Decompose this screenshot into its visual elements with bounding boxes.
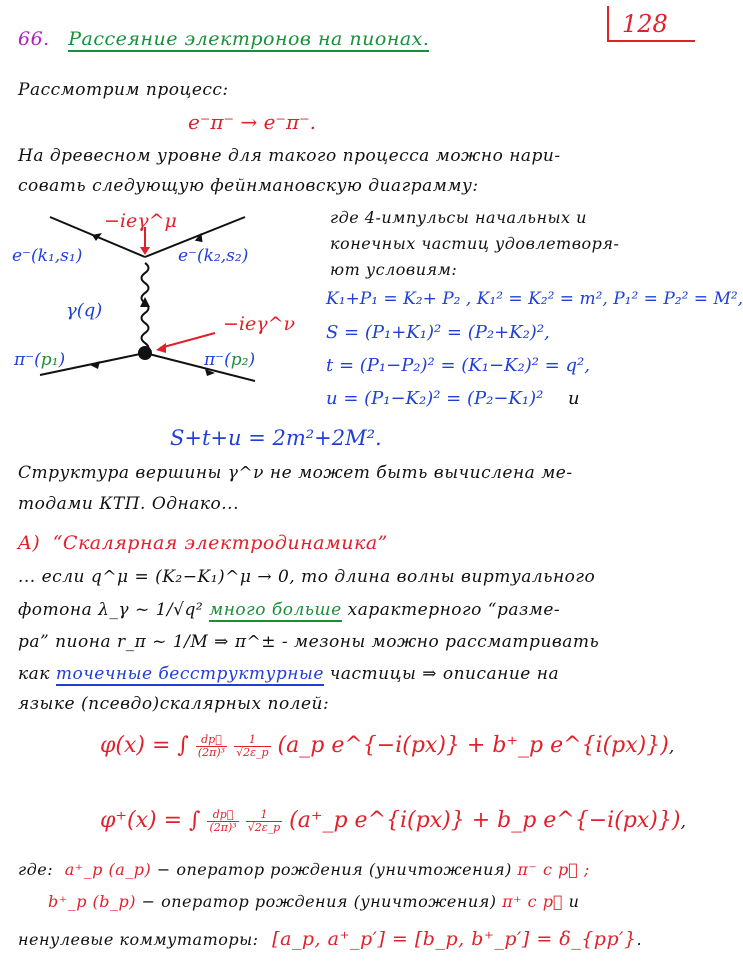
section-number: 66. <box>18 28 50 50</box>
scalar-line4-a: как <box>18 664 56 684</box>
operators-a-particle: π⁻ с p⃗ ; <box>517 860 590 879</box>
condition-u: u = (P₁−K₂)² = (P₂−K₁)² <box>326 388 544 409</box>
phi-formula <box>100 733 675 759</box>
condition-s: S = (P₁+K₁)² = (P₂+K₂)², <box>326 322 550 343</box>
pion-in-close: ) <box>58 350 66 370</box>
phi-plus-measure <box>207 809 238 834</box>
operators-b: b⁺_p (b_p) <box>48 892 136 911</box>
commutators-formula: [a_p, a⁺_p′] = [b_p, b⁺_p′] = δ_{pp′} <box>272 928 637 950</box>
subsection-title: “Скалярная электродинамика” <box>52 532 388 554</box>
phi-plus-rhs: (a⁺_p e^{i(px)} + b_p e^{−i(px)}) <box>289 808 681 833</box>
e-vertex-factor: −ieγ^μ <box>104 210 177 232</box>
operators-a-text: − оператор рождения (уничтожения) <box>151 860 518 879</box>
mandelstam-sum: S+t+u = 2m²+2M². <box>170 426 382 450</box>
conditions-line3: ют условиям: <box>330 260 458 279</box>
photon-wavy-line <box>142 263 149 353</box>
scalar-line1: ... если q^μ = (K₂−K₁)^μ → 0, то длина волны виртуального <box>18 567 596 587</box>
operators-a: a⁺_p (a_p) <box>64 860 152 879</box>
pion-in-arrow <box>90 361 100 369</box>
tree-text-line1: На древесном уровне для такого процесса можно нари- <box>18 146 561 166</box>
phi-plus-measure-num: dp⃗ <box>207 809 238 822</box>
phi-norm-den: √2ε_p <box>236 745 269 759</box>
commutators-text: ненулевые коммутаторы: <box>18 930 259 949</box>
conditions-and: и <box>568 388 581 409</box>
pion-out-momentum: p₂ <box>230 350 249 370</box>
conditions-line1: где 4-импульсы начальных и <box>330 208 587 227</box>
pion-in-momentum: p₁ <box>40 350 59 370</box>
intro-text: Рассмотрим процесс: <box>18 80 229 100</box>
operators-b-text: − оператор рождения (уничтожения) <box>135 892 503 911</box>
pion-out-symbol: π⁻( <box>204 350 231 370</box>
phi-plus-norm <box>246 809 282 834</box>
e-vertex-pointer-head <box>140 247 150 255</box>
pion-vertex-blob <box>138 346 152 360</box>
phi-plus-norm-den: √2ε_p <box>247 820 281 834</box>
commutators-dot: . <box>636 930 643 949</box>
phi-plus-measure-den: (2π)³ <box>209 820 237 834</box>
structure-line1: Структура вершины γ^ν не может быть вычислена ме- <box>18 463 573 483</box>
scalar-line2-a: фотона λ_γ ~ 1/√q² <box>18 600 210 620</box>
scalar-line4 <box>18 664 559 684</box>
phi-rhs: (a_p e^{−i(px)} + b⁺_p e^{i(px)}) <box>277 733 669 758</box>
phi-plus-lhs: φ⁺(x) = ∫ <box>100 808 201 833</box>
phi-measure-den: (2π)³ <box>197 745 226 759</box>
electron-in-label: e⁻(k₁,s₁) <box>12 246 83 266</box>
feynman-diagram <box>20 205 320 415</box>
commutators-line <box>18 928 642 950</box>
photon-label: γ(q) <box>66 300 103 321</box>
phi-lhs: φ(x) = ∫ <box>100 733 189 758</box>
scalar-line2-c: характерного “разме- <box>341 600 561 620</box>
pion-in-symbol: π⁻( <box>14 350 41 370</box>
pion-out-close: ) <box>248 350 256 370</box>
electron-out-arrow <box>194 233 207 246</box>
tree-text-line2: совать следующую фейнмановскую диаграмму: <box>18 176 479 196</box>
pi-vertex-factor: −ieγ^ν <box>223 313 296 335</box>
operators-b-tail: и <box>563 892 580 911</box>
scalar-line3: ра” пиона r_π ~ 1/M ⇒ π^± - мезоны можно рассматривать <box>18 632 600 652</box>
scalar-line5: языке (псевдо)скалярных полей: <box>18 694 330 714</box>
phi-norm <box>234 734 270 759</box>
phi-comma: , <box>668 737 675 757</box>
scalar-line2-highlight: много больше <box>209 600 342 620</box>
operators-line2 <box>48 892 579 911</box>
operators-b-particle: π⁺ с p⃗ <box>502 892 564 911</box>
structure-line2: тодами КТП. Однако... <box>18 494 239 514</box>
phi-plus-formula <box>100 808 686 834</box>
phi-measure-num: dp⃗ <box>196 734 227 747</box>
operators-where: где: <box>18 860 54 879</box>
scalar-line4-c: частицы ⇒ описание на <box>323 664 560 684</box>
process-formula: e⁻π⁻ → e⁻π⁻. <box>188 110 317 134</box>
condition-t: t = (P₁−P₂)² = (K₁−K₂)² = q², <box>326 355 590 376</box>
section-title: Рассеяние электронов на пионах. <box>68 28 430 50</box>
scalar-line4-highlight: точечные бесструктурные <box>55 664 324 684</box>
phi-plus-norm-num: 1 <box>246 809 282 822</box>
phi-plus-comma: , <box>680 812 687 832</box>
electron-out-label: e⁻(k₂,s₂) <box>178 246 249 266</box>
phi-norm-num: 1 <box>234 734 270 747</box>
conditions-line2: конечных частиц удовлетворя- <box>330 234 620 253</box>
operators-line1 <box>18 860 590 879</box>
pi-vertex-pointer-head <box>156 343 166 353</box>
scalar-line2 <box>18 600 560 620</box>
page-number: 128 <box>622 10 668 38</box>
electron-in-arrow <box>92 233 102 241</box>
subsection-heading <box>18 532 388 554</box>
condition-momentum: K₁+P₁ = K₂+ P₂ , K₁² = K₂² = m², P₁² = P₂² = M², <box>326 289 743 309</box>
phi-measure <box>196 734 227 759</box>
pi-vertex-pointer <box>160 333 215 348</box>
subsection-label: A) <box>18 532 41 554</box>
pion-out-label <box>204 350 255 370</box>
section-heading <box>18 28 429 50</box>
pion-in-label <box>14 350 65 370</box>
